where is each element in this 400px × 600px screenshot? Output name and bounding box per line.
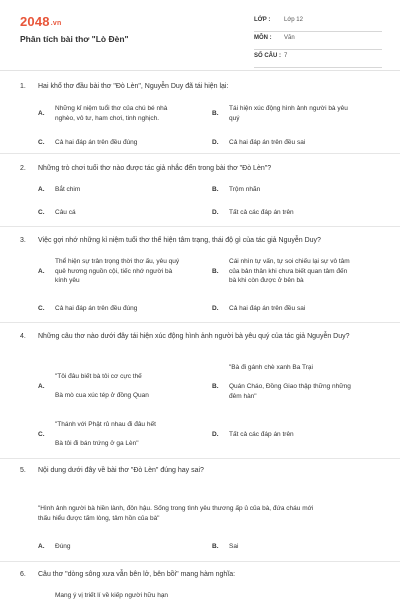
meta-key: SỐ CÂU : [254, 53, 281, 59]
option-letter: A. [38, 383, 45, 390]
option-text: Trộm nhãn [229, 186, 261, 193]
option-text: "Thánh với Phật rủ nhau đi đâu hết Bà tôi đi bán trứng ở ga Lèn" [55, 421, 156, 447]
option-d[interactable] [212, 430, 382, 440]
option-text: Thể hiện sự trân trọng thời thơ ấu, yêu quý quê hương nguồn cội, tiếc nhớ người bà kính yêu [55, 258, 180, 284]
option-letter: B. [212, 186, 219, 193]
option-letter: D. [212, 209, 219, 216]
meta-row-subject [254, 32, 382, 50]
option-text: Cái nhìn tự vấn, tự soi chiếu lại sự vô tâm của bản thân khi chưa biết quan tâm đến bà khi còn được ở bên bà [229, 258, 350, 284]
question-number: 6. [20, 571, 26, 578]
worksheet-header [0, 0, 400, 66]
option-letter: A. [38, 543, 45, 550]
question-divider [0, 458, 400, 459]
option-d[interactable] [212, 208, 382, 218]
option-letter: B. [212, 110, 219, 117]
option-a[interactable] [38, 185, 203, 195]
statement-quote [38, 504, 378, 524]
question-prompt [20, 570, 382, 580]
meta-key: MÔN : [254, 35, 272, 41]
question-number: 1. [20, 83, 26, 90]
option-a[interactable] [38, 104, 203, 123]
option-letter: B. [212, 268, 219, 275]
document-title: Phân tích bài thơ "Lò Đèn" [20, 34, 129, 44]
option-text: Sai [229, 543, 239, 550]
option-c[interactable] [38, 420, 203, 449]
logo-suffix: .vn [50, 20, 62, 27]
meta-table [254, 14, 382, 68]
option-text: Những kỉ niệm tuổi thơ của chú bé nhà nghèo, vô tư, ham chơi, tinh nghịch. [55, 105, 168, 122]
option-a[interactable] [38, 257, 203, 286]
quote-line: "Hình ảnh người bà hiền lành, đôn hậu. Sống trong tình yêu thương ấp ủ của bà, đứa cháu mới [38, 505, 314, 512]
question-6 [20, 570, 382, 599]
option-letter: C. [38, 139, 45, 146]
question-number: 2. [20, 165, 26, 172]
option-text: Cả hai đáp án trên đều sai [229, 305, 306, 312]
option-c[interactable] [38, 208, 203, 218]
option-letter: B. [212, 383, 219, 390]
option-letter: A. [38, 110, 45, 117]
option-text: Tất cả các đáp án trên [229, 431, 294, 438]
option-b[interactable] [212, 542, 382, 552]
question-1 [20, 82, 382, 146]
question-divider [0, 322, 400, 323]
option-a[interactable] [38, 542, 203, 552]
option-b[interactable] [212, 185, 382, 195]
option-letter: D. [212, 305, 219, 312]
question-divider [0, 226, 400, 227]
option-a[interactable] [38, 372, 203, 401]
question-prompt [20, 332, 365, 342]
option-letter: C. [38, 209, 45, 216]
meta-row-class [254, 14, 382, 32]
meta-value: 7 [284, 53, 288, 59]
question-text: Câu thơ "dòng sông xưa vẫn bên lở, bên bồi" mang hàm nghĩa: [38, 571, 236, 578]
question-prompt [20, 82, 382, 92]
option-b[interactable] [212, 104, 382, 123]
header-divider [0, 70, 400, 71]
question-prompt [20, 236, 382, 246]
question-3 [20, 236, 382, 312]
question-divider [0, 153, 400, 154]
logo-main: 2048 [20, 14, 50, 29]
option-letter: C. [38, 431, 45, 438]
question-text: Nội dung dưới đây về bài thơ "Đò Lèn" đúng hay sai? [38, 467, 204, 474]
option-b[interactable] [212, 363, 382, 401]
option-text: "Bà đi gánh chè xanh Ba Trại Quán Cháo, Đồng Giao thập thững những đêm hàn" [229, 364, 351, 400]
question-2 [20, 164, 382, 216]
quote-line: thấu hiểu được tấm lòng, tâm hồn của bà" [38, 515, 160, 522]
option-text: Tất cả các đáp án trên [229, 209, 294, 216]
question-text: Những câu thơ nào dưới đây tái hiện xúc động hình ảnh người bà yêu quý của tác giả Nguyễn Duy? [38, 333, 350, 340]
option-text: Tái hiện xúc động hình ảnh người bà yêu quý [229, 105, 348, 122]
option-text: "Tôi đâu biết bà tôi cơ cực thế Bà mò cua xúc tép ở đồng Quan [55, 373, 149, 399]
option-text: Bắt chim [55, 186, 81, 193]
meta-key: LỚP : [254, 17, 271, 23]
option-d[interactable] [212, 304, 382, 314]
question-number: 4. [20, 333, 26, 340]
option-text: Mang ý vị triết lí về kiếp người hữu hạn [55, 592, 169, 599]
option-c[interactable] [38, 138, 203, 148]
option-a[interactable] [38, 591, 203, 600]
question-5 [20, 466, 382, 550]
option-letter: A. [38, 268, 45, 275]
option-letter: C. [38, 305, 45, 312]
option-letter: A. [38, 186, 45, 193]
option-c[interactable] [38, 304, 203, 314]
option-b[interactable] [212, 257, 382, 286]
site-logo[interactable] [20, 14, 61, 29]
option-letter: D. [212, 431, 219, 438]
question-number: 5. [20, 467, 26, 474]
question-text: Hai khổ thơ đầu bài thơ "Đò Lèn", Nguyễn Duy đã tái hiện lại: [38, 83, 229, 90]
question-text: Việc gợi nhớ những kỉ niệm tuổi thơ thể hiện tâm trạng, thái độ gì của tác giả Nguyễn Duy? [38, 237, 321, 244]
question-number: 3. [20, 237, 26, 244]
option-text: Cả hai đáp án trên đều sai [229, 139, 306, 146]
question-prompt [20, 164, 382, 174]
meta-value: Văn [284, 35, 295, 41]
meta-row-count [254, 50, 382, 68]
meta-value: Lớp 12 [284, 17, 303, 23]
option-letter: B. [212, 543, 219, 550]
question-text: Những trò chơi tuổi thơ nào được tác giả nhắc đến trong bài thơ "Đò Lèn"? [38, 165, 272, 172]
option-d[interactable] [212, 138, 382, 148]
option-text: Câu cá [55, 209, 76, 216]
question-divider [0, 561, 400, 562]
option-text: Cả hai đáp án trên đều đúng [55, 139, 138, 146]
option-letter: D. [212, 139, 219, 146]
option-text: Đúng [55, 543, 71, 550]
option-text: Cả hai đáp án trên đều đúng [55, 305, 138, 312]
question-prompt [20, 466, 382, 476]
question-4 [20, 332, 382, 447]
